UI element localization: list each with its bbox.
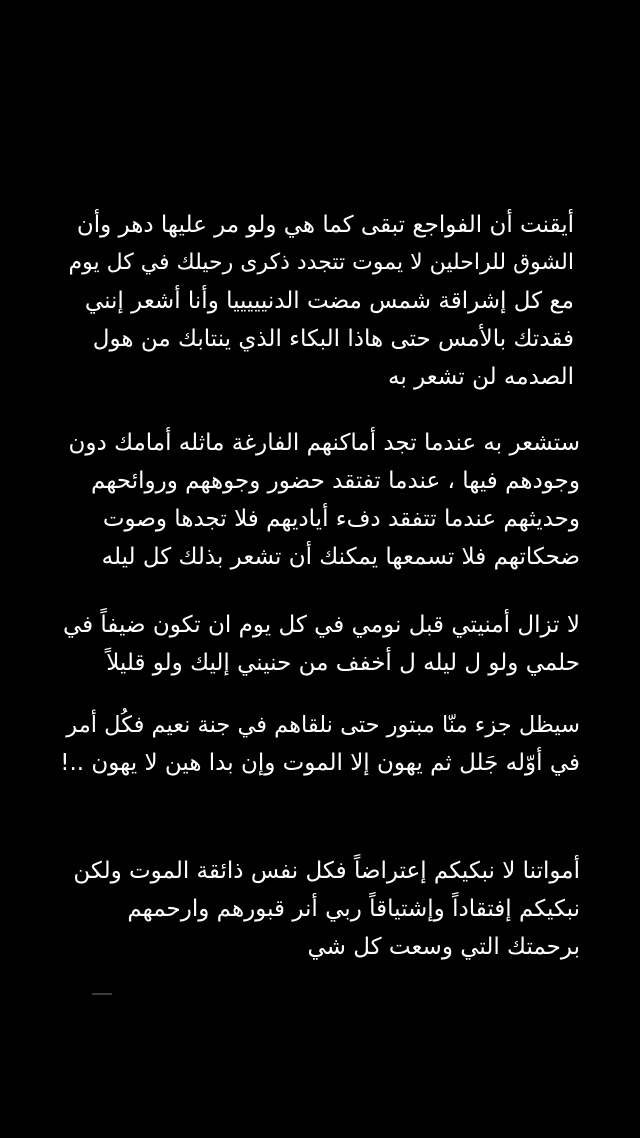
- text-line: حلمي ولو ل ليله ل أخفف من حنيني إليك ولو قليلاً: [106, 650, 580, 676]
- text-line: الصدمه لن تشعر به: [388, 364, 574, 390]
- paragraph-3: [60, 606, 580, 682]
- text-line: مع كل إشراقة شمس مضت الدنيييييا وأنا أشعر إنني: [84, 288, 574, 314]
- text-line: ضحكاتهم فلا تسمعها يمكنك أن تشعر بذلك كل ليله: [101, 544, 580, 570]
- faint-dash-mark: [92, 993, 112, 995]
- text-line: لا تزال أمنيتي قبل نومي في كل يوم ان تكون ضيفاً في: [62, 612, 580, 638]
- text-line: فقدتك بالأمس حتى هاذا البكاء الذي ينتابك من هول: [92, 326, 574, 352]
- text-line: وحديثهم عندما تتفقد دفء أياديهم فلا تجدها وصوت: [102, 506, 580, 532]
- paragraph-2: [60, 424, 580, 576]
- text-line: في أوّله جَلل ثم يهون إلا الموت وإن بدا هين لا يهون ..!: [60, 750, 580, 776]
- text-line: أمواتنا لا نبكيكم إعتراضاً فكل نفس ذائقة الموت ولكن: [73, 858, 580, 884]
- text-line: ستشعر به عندما تجد أماكنهم الفارغة ماثله أمامك دون: [68, 430, 580, 456]
- text-line: أيقنت أن الفواجع تبقى كما هي ولو مر عليها دهر وأن: [76, 212, 574, 238]
- text-line: الشوق للراحلين لا يموت تتجدد ذكرى رحيلك في كل يوم: [68, 250, 574, 275]
- paragraph-4: [60, 706, 580, 782]
- text-line: وجودهم فيها ، عندما تفتقد حضور وجوههم وروائحهم: [90, 468, 580, 494]
- paragraph-1: [60, 206, 574, 396]
- paragraph-5: [60, 852, 580, 966]
- text-line: سيظل جزء منّا مبتور حتى نلقاهم في جنة نعيم فكُل أمر: [66, 712, 580, 738]
- text-line: برحمتك التي وسعت كل شي: [307, 934, 580, 960]
- text-line: نبكيكم إفتقاداً وإشتياقاً ربي أنر قبورهم وارحمهم: [127, 896, 580, 922]
